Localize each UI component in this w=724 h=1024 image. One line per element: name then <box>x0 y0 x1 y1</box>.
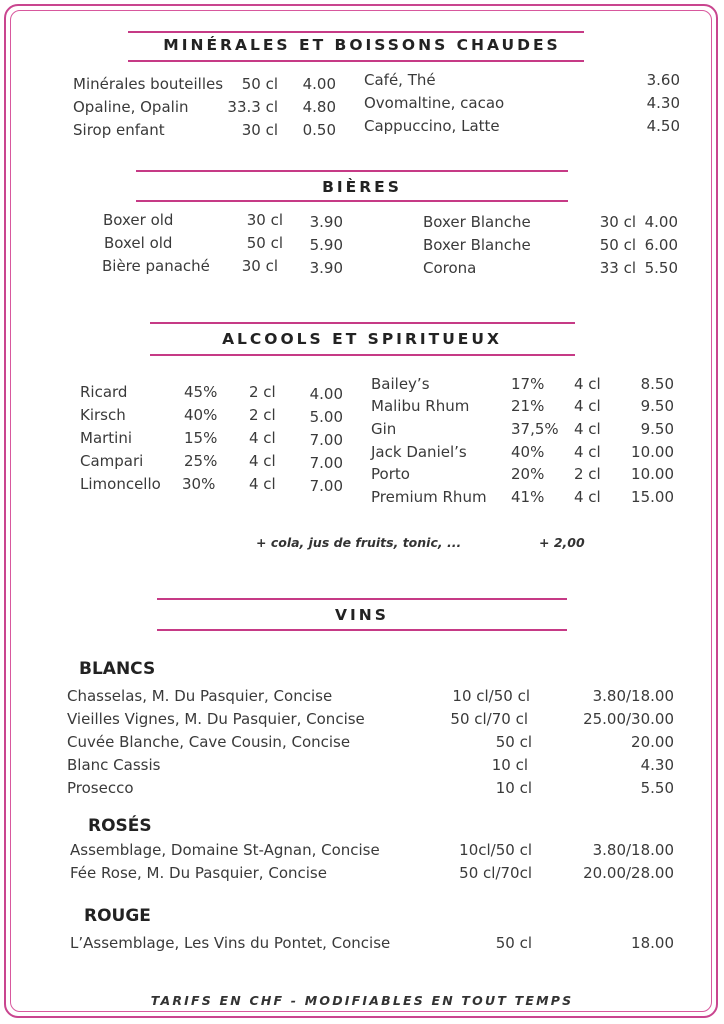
item-price: 5.50 <box>644 259 678 277</box>
item-size: 4 cl <box>574 488 601 506</box>
item-size: 50 cl <box>241 75 278 93</box>
item-size: 50 cl <box>599 236 636 254</box>
subsection-roses: ROSÉS <box>88 816 152 836</box>
item-size: 33 cl <box>599 259 636 277</box>
item-price: 7.00 <box>309 431 343 449</box>
item-price: 5.00 <box>309 408 343 426</box>
item-name: Blanc Cassis <box>67 756 161 774</box>
item-price: 9.50 <box>640 397 674 415</box>
item-size: 50 cl <box>246 234 283 252</box>
item-name: Ovomaltine, cacao <box>364 94 505 112</box>
item-name: Ricard <box>80 383 128 401</box>
item-name: Gin <box>371 420 397 438</box>
subsection-blancs: BLANCS <box>79 659 156 679</box>
item-name: Minérales bouteilles <box>73 75 224 93</box>
item-name: Cuvée Blanche, Cave Cousin, Concise <box>67 733 351 751</box>
item-name: Jack Daniel’s <box>371 443 467 461</box>
item-name: Fée Rose, M. Du Pasquier, Concise <box>70 864 327 882</box>
item-price: 7.00 <box>309 454 343 472</box>
item-percent: 30% <box>182 475 216 493</box>
divider <box>128 31 584 33</box>
item-price: 4.00 <box>644 213 678 231</box>
item-name: Premium Rhum <box>371 488 487 506</box>
item-size: 2 cl <box>249 406 276 424</box>
item-name: Opaline, Opalin <box>73 98 189 116</box>
item-price: 4.50 <box>646 117 680 135</box>
item-size: 33.3 cl <box>227 98 278 116</box>
item-size: 50 cl <box>495 934 532 952</box>
item-size: 30 cl <box>599 213 636 231</box>
item-name: Corona <box>423 259 477 277</box>
divider <box>157 598 567 600</box>
item-percent: 41% <box>511 488 545 506</box>
item-price: 4.80 <box>302 98 336 116</box>
item-name: L’Assemblage, Les Vins du Pontet, Concise <box>70 934 391 952</box>
item-name: Cappuccino, Latte <box>364 117 500 135</box>
item-size: 10 cl/50 cl <box>452 687 530 705</box>
item-size: 30 cl <box>246 211 283 229</box>
item-name: Kirsch <box>80 406 126 424</box>
item-price: 8.50 <box>640 375 674 393</box>
mixer-note-price: + 2,00 <box>539 535 585 550</box>
item-size: 4 cl <box>574 397 601 415</box>
item-percent: 25% <box>184 452 218 470</box>
divider <box>157 629 567 631</box>
divider <box>136 200 568 202</box>
item-price: 10.00 <box>631 465 674 483</box>
item-price: 25.00/30.00 <box>583 710 674 728</box>
divider <box>128 60 584 62</box>
item-name: Prosecco <box>67 779 134 797</box>
item-name: Vieilles Vignes, M. Du Pasquier, Concise <box>67 710 365 728</box>
item-name: Boxel old <box>104 234 173 252</box>
item-name: Boxer Blanche <box>423 236 531 254</box>
item-percent: 21% <box>511 397 545 415</box>
footer-note: TARIFS EN CHF - MODIFIABLES EN TOUT TEMPS <box>150 993 574 1008</box>
item-name: Café, Thé <box>364 71 436 89</box>
item-size: 10 cl <box>495 779 532 797</box>
item-size: 30 cl <box>241 121 278 139</box>
item-name: Boxer old <box>103 211 174 229</box>
item-size: 50 cl/70cl <box>459 864 532 882</box>
item-size: 50 cl <box>495 733 532 751</box>
item-size: 4 cl <box>574 375 601 393</box>
item-name: Limoncello <box>80 475 161 493</box>
subsection-rouge: ROUGE <box>84 906 151 926</box>
item-name: Malibu Rhum <box>371 397 470 415</box>
item-price: 3.80/18.00 <box>592 841 674 859</box>
item-price: 20.00 <box>631 733 674 751</box>
item-name: Porto <box>371 465 410 483</box>
item-size: 2 cl <box>574 465 601 483</box>
item-price: 18.00 <box>631 934 674 952</box>
item-size: 4 cl <box>574 420 601 438</box>
divider <box>150 354 575 356</box>
item-size: 10cl/50 cl <box>459 841 532 859</box>
item-price: 5.90 <box>309 236 343 254</box>
item-percent: 40% <box>184 406 218 424</box>
item-price: 6.00 <box>644 236 678 254</box>
item-name: Chasselas, M. Du Pasquier, Concise <box>67 687 333 705</box>
item-price: 20.00/28.00 <box>583 864 674 882</box>
item-price: 4.00 <box>309 385 343 403</box>
item-price: 0.50 <box>302 121 336 139</box>
item-size: 2 cl <box>249 383 276 401</box>
item-price: 9.50 <box>640 420 674 438</box>
item-price: 3.60 <box>646 71 680 89</box>
item-percent: 15% <box>184 429 218 447</box>
item-price: 10.00 <box>631 443 674 461</box>
divider <box>136 170 568 172</box>
item-size: 4 cl <box>249 452 276 470</box>
page-border-inner <box>10 10 712 1012</box>
item-name: Boxer Blanche <box>423 213 531 231</box>
section-title-minerales: MINÉRALES ET BOISSONS CHAUDES <box>163 36 561 54</box>
item-name: Sirop enfant <box>73 121 165 139</box>
item-size: 30 cl <box>241 257 278 275</box>
item-price: 15.00 <box>631 488 674 506</box>
item-percent: 37,5% <box>511 420 559 438</box>
item-price: 3.90 <box>309 213 343 231</box>
item-size: 4 cl <box>249 429 276 447</box>
section-title-vins: VINS <box>335 606 389 624</box>
item-price: 4.30 <box>640 756 674 774</box>
item-price: 5.50 <box>640 779 674 797</box>
mixer-note: + cola, jus de fruits, tonic, ... <box>256 535 462 550</box>
divider <box>150 322 575 324</box>
item-percent: 20% <box>511 465 545 483</box>
section-title-alcools: ALCOOLS ET SPIRITUEUX <box>222 330 502 348</box>
item-name: Bière panaché <box>102 257 210 275</box>
item-size: 50 cl/70 cl <box>450 710 528 728</box>
item-percent: 40% <box>511 443 545 461</box>
item-name: Campari <box>80 452 144 470</box>
item-name: Bailey’s <box>371 375 430 393</box>
item-price: 3.80/18.00 <box>592 687 674 705</box>
item-name: Assemblage, Domaine St-Agnan, Concise <box>70 841 380 859</box>
item-price: 3.90 <box>309 259 343 277</box>
section-title-bieres: BIÈRES <box>322 178 402 196</box>
item-price: 4.30 <box>646 94 680 112</box>
item-size: 4 cl <box>249 475 276 493</box>
item-size: 10 cl <box>491 756 528 774</box>
item-size: 4 cl <box>574 443 601 461</box>
item-price: 7.00 <box>309 477 343 495</box>
item-price: 4.00 <box>302 75 336 93</box>
item-percent: 17% <box>511 375 545 393</box>
item-name: Martini <box>80 429 133 447</box>
item-percent: 45% <box>184 383 218 401</box>
